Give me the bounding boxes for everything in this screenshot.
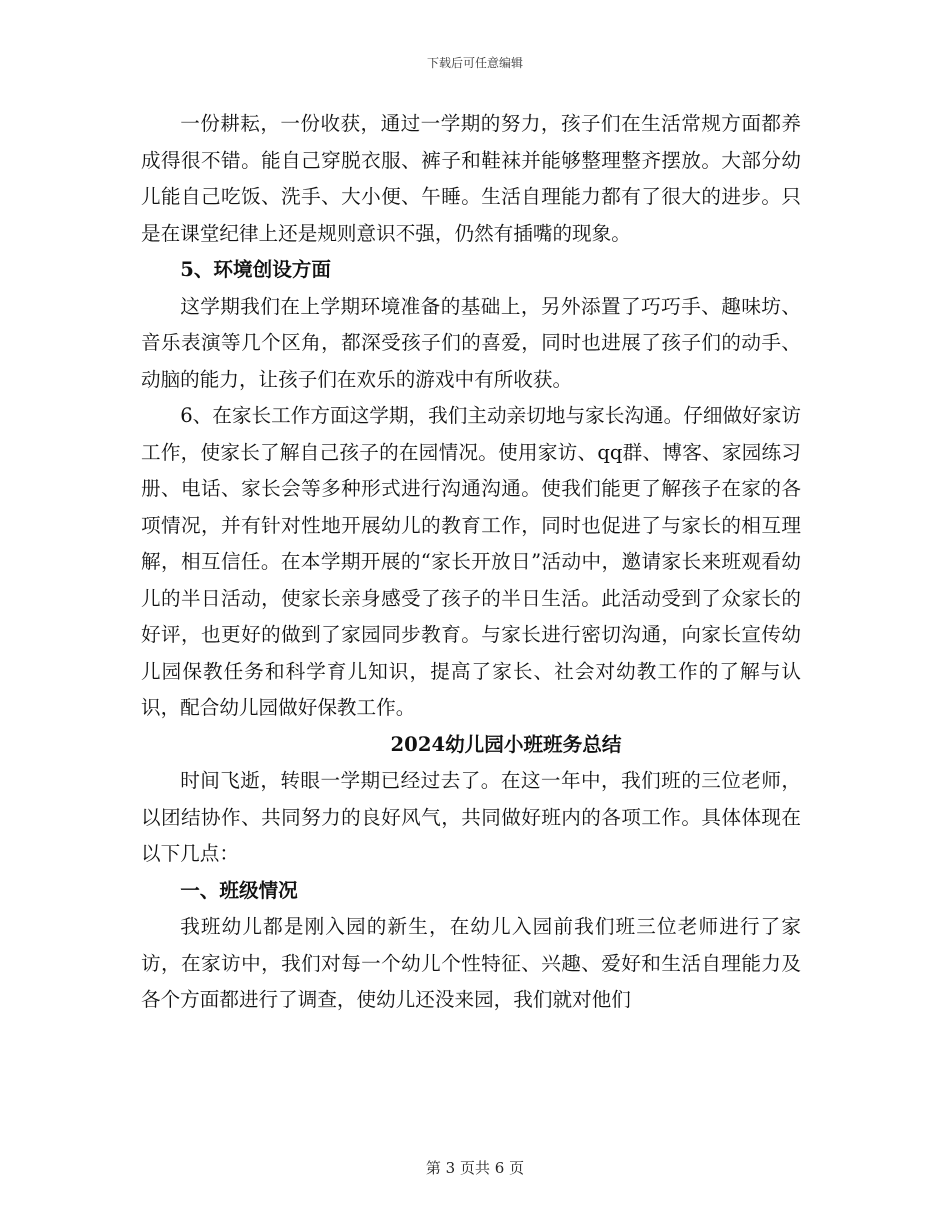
page-header-note: 下载后可任意编辑 [426,56,523,70]
document-title: 2024幼儿园小班班务总结 [390,732,622,756]
section-heading-environment: 5、环境创设方面 [180,258,331,281]
paragraph-class-situation: 我班幼儿都是刚入园的新生，在幼儿入园前我们班三位老师进行了家访，在家访中，我们对每一个幼儿个性特征、兴趣、爱好和生活自理能力及各个方面都进行了调查，使幼儿还没来园，我们就对他们 [141,915,801,1011]
paragraph-environment: 这学期我们在上学期环境准备的基础上，另外添置了巧巧手、趣味坊、音乐表演等几个区角，都深受孩子们的喜爱，同时也进展了孩子们的动手、动脑的能力，让孩子们在欢乐的游戏中有所收获。 [141,294,801,391]
paragraph-life-routine: 一份耕耘，一份收获，通过一学期的努力，孩子们在生活常规方面都养成得很不错。能自己穿脱衣服、裤子和鞋袜并能够整理整齐摆放。大部分幼儿能自己吃饭、洗手、大小便、午睡。生活自理能力都有了很大的进步。只是在课堂纪律上还是规则意识不强，仍然有插嘴的现象。 [141,112,801,245]
page-number-footer: 第 3 页共 6 页 [425,1159,525,1177]
section-heading-class-situation: 一、班级情况 [180,878,298,902]
document-body [141,106,801,1019]
paragraph-parent-work: 6、在家长工作方面这学期，我们主动亲切地与家长沟通。仔细做好家访工作，使家长了解自己孩子的在园情况。使用家访、qq群、博客、家园练习册、电话、家长会等多种形式进行沟通沟通。使我们能更了解孩子在家的各项情况，并有针对性地开展幼儿的教育工作，同时也促进了与家长的相互理解，相互信任。在本学期开展的“家长开放日”活动中，邀请家长来班观看幼儿的半日活动，使家长亲身感受了孩子的半日生活。此活动受到了众家长的好评，也更好的做到了家园同步教育。与家长进行密切沟通，向家长宣传幼儿园保教任务和科学育儿知识，提高了家长、社会对幼教工作的了解与认识，配合幼儿园做好保教工作。 [141,404,801,719]
paragraph-intro: 时间飞逝，转眼一学期已经过去了。在这一年中，我们班的三位老师，以团结协作、共同努力的良好风气，共同做好班内的各项工作。具体体现在以下几点： [141,769,801,865]
